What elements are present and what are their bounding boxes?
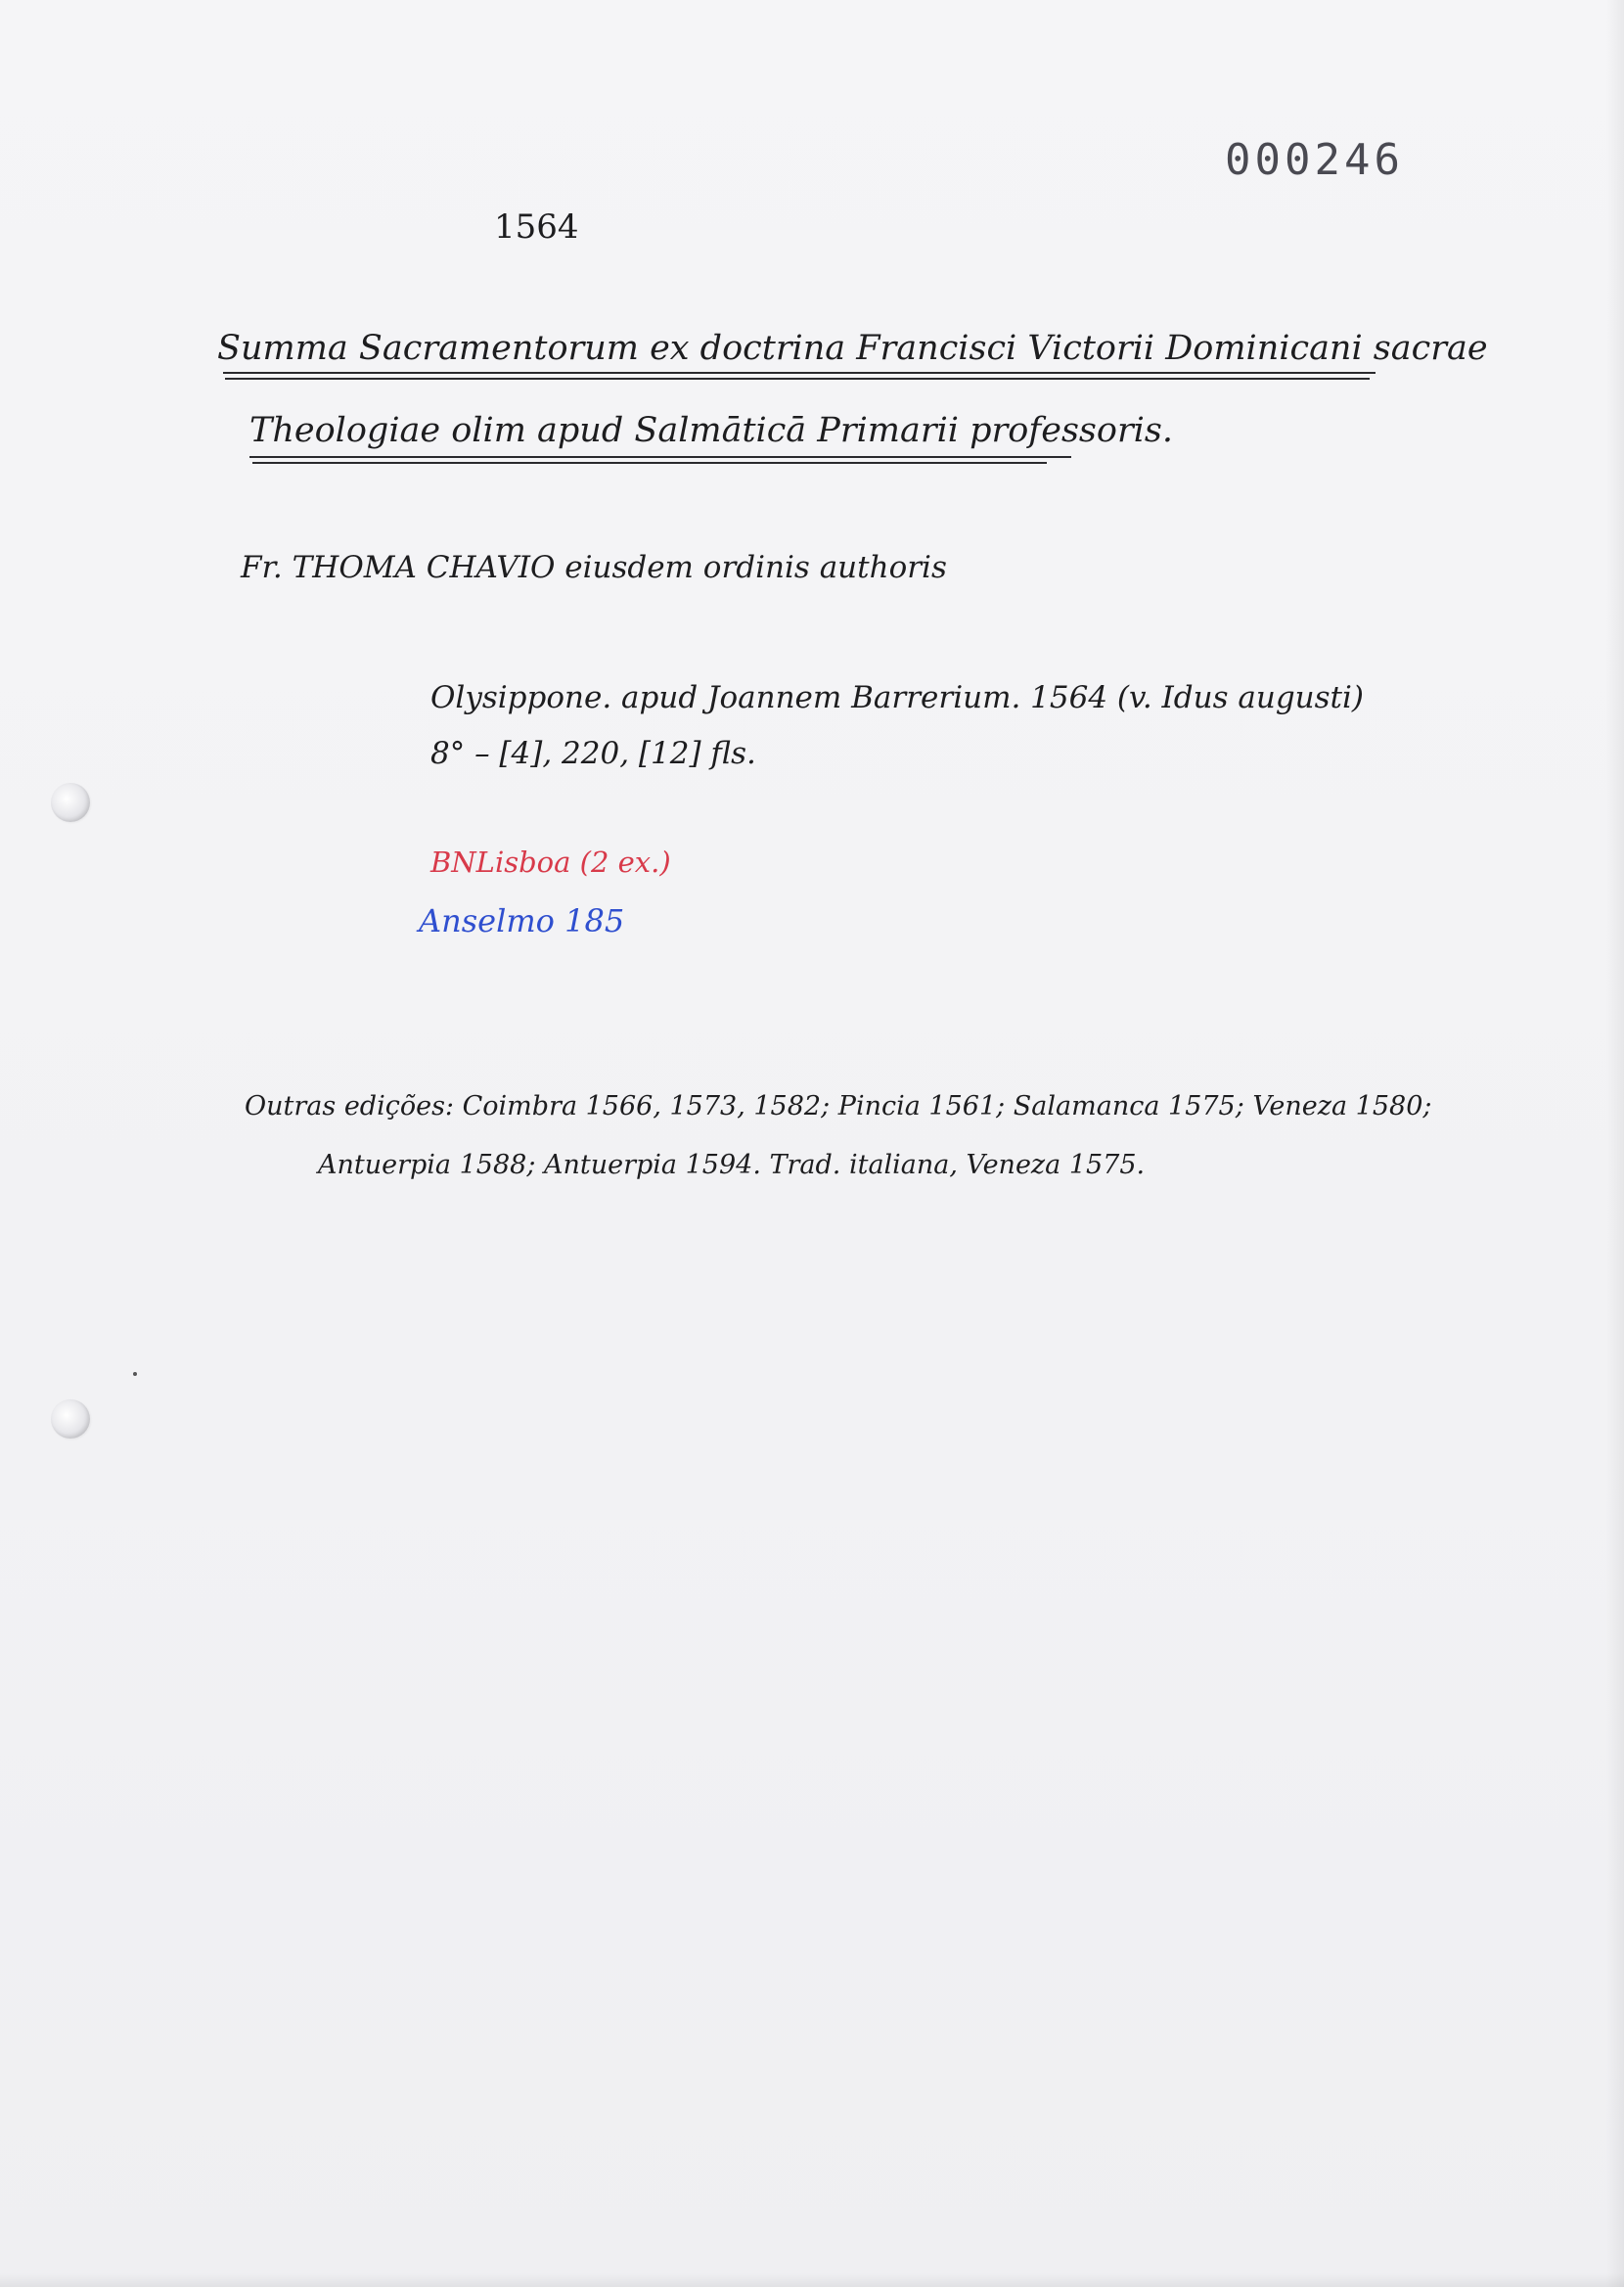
stamp-number: 000246 [1225, 135, 1404, 185]
title-underline-2a [249, 456, 1071, 458]
page-bottom-shade [0, 2273, 1624, 2287]
title-line-2: Theologiae olim apud Salmāticā Primarii professoris. [249, 411, 1173, 450]
page-edge-shadow [1606, 0, 1624, 2287]
punch-hole-top [51, 783, 90, 822]
title-underline-2b [252, 462, 1047, 464]
title-line-1: Summa Sacramentorum ex doctrina Francisci Victorii Dominicani sacrae [217, 329, 1488, 368]
format-line: 8° – [4], 220, [12] fls. [430, 736, 756, 771]
title-underline-1b [225, 378, 1370, 380]
author-line: Fr. THOMA CHAVIO eiusdem ordinis authoris [241, 550, 947, 585]
imprint-line: Olysippone. apud Joannem Barrerium. 1564 (v. Idus augusti) [430, 680, 1365, 715]
title-underline-1a [223, 372, 1376, 374]
year-heading: 1564 [494, 207, 579, 247]
library-holding: BNLisboa (2 ex.) [430, 846, 671, 879]
punch-hole-bottom [51, 1399, 90, 1439]
other-editions-line-1: Outras edições: Coimbra 1566, 1573, 1582; Pincia 1561; Salamanca 1575; Veneza 1580; [245, 1091, 1432, 1121]
bibliographic-reference: Anselmo 185 [419, 902, 625, 939]
paper-speck [133, 1372, 137, 1376]
other-editions-line-2: Antuerpia 1588; Antuerpia 1594. Trad. italiana, Veneza 1575. [318, 1150, 1146, 1180]
